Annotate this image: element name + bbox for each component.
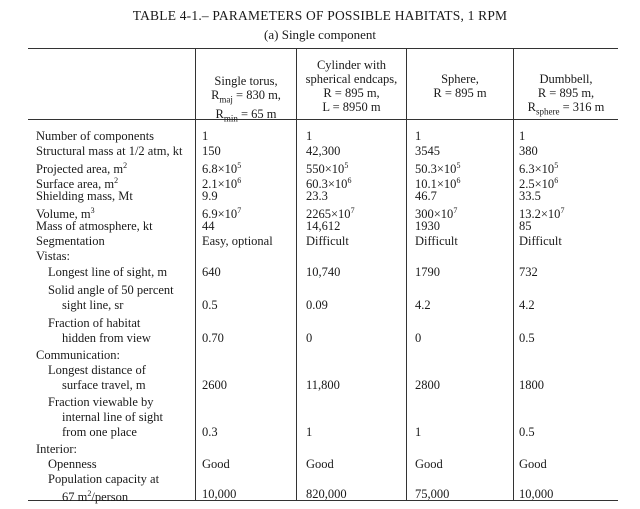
table-cell: 0.70 bbox=[202, 331, 224, 345]
table-cell: $6.3\times 10^5$ bbox=[519, 161, 559, 177]
table-cell: $2.1\times 10^6$ bbox=[202, 176, 242, 192]
table-cell: 10,740 bbox=[306, 265, 341, 279]
row-label: Longest distance of bbox=[48, 363, 146, 377]
row-label: Projected area, $m^2$ bbox=[36, 161, 128, 177]
row-label: Number of components bbox=[36, 129, 155, 143]
table-cell: 10,000 bbox=[202, 487, 237, 501]
table-cell: 1 bbox=[306, 129, 313, 143]
section-label: Vistas: bbox=[36, 249, 70, 263]
table-cell: Difficult bbox=[519, 234, 562, 248]
table-cell: 380 bbox=[519, 144, 538, 158]
table-cell: Difficult bbox=[306, 234, 349, 248]
column-header-sphere: Sphere, R = 895 m bbox=[433, 72, 487, 100]
table-cell: 44 bbox=[202, 219, 215, 233]
row-label: surface travel, m bbox=[62, 378, 146, 392]
table-cell: 2600 bbox=[202, 378, 227, 392]
table-cell: 14,612 bbox=[306, 219, 341, 233]
header-rule bbox=[28, 119, 618, 120]
table-cell: $10.1\times 10^6$ bbox=[415, 176, 461, 192]
table-cell: 1790 bbox=[415, 265, 440, 279]
table-cell: $60.3\times 10^6$ bbox=[306, 176, 352, 192]
table-cell: 0.5 bbox=[519, 331, 535, 345]
row-label: Population capacity at bbox=[48, 472, 160, 486]
table-cell: $13.2\times 10^7$ bbox=[519, 206, 565, 222]
table-cell: $300\times 10^7$ bbox=[415, 206, 458, 222]
table-subtitle: (a) Single component bbox=[264, 27, 376, 42]
row-label: Structural mass at 1/2 atm, kt bbox=[36, 144, 183, 158]
table-cell: 1 bbox=[415, 129, 422, 143]
row-label: Solid angle of 50 percent bbox=[48, 283, 174, 297]
row-label: 67 $m^2$/person bbox=[62, 489, 129, 505]
column-header-cylinder: Cylinder with spherical endcaps, R = 895 m, L = 8950 m bbox=[305, 58, 398, 114]
table-cell: 0 bbox=[415, 331, 422, 345]
table-cell: 1 bbox=[202, 129, 209, 143]
table-cell: 2800 bbox=[415, 378, 440, 392]
table-cell: 4.2 bbox=[415, 298, 431, 312]
top-rule bbox=[28, 48, 618, 49]
row-label: hidden from view bbox=[62, 331, 151, 345]
table-cell: 1800 bbox=[519, 378, 544, 392]
row-label: Segmentation bbox=[36, 234, 105, 248]
row-label: Fraction of habitat bbox=[48, 316, 141, 330]
table-cell: 732 bbox=[519, 265, 538, 279]
column-divider bbox=[296, 48, 297, 501]
table-cell: Easy, optional bbox=[202, 234, 273, 248]
row-label: from one place bbox=[62, 425, 137, 439]
table-cell: 4.2 bbox=[519, 298, 535, 312]
row-label: internal line of sight bbox=[62, 410, 164, 424]
row-label: Shielding mass, Mt bbox=[36, 189, 133, 203]
table-cell: $2.5\times 10^6$ bbox=[519, 176, 559, 192]
table-cell: 820,000 bbox=[306, 487, 347, 501]
table-cell: Good bbox=[306, 457, 334, 471]
row-label: Openness bbox=[48, 457, 97, 471]
column-header-single-torus: Single torus, $R_{maj} = 830$ m, $R_{min} = 65$ m bbox=[211, 74, 281, 123]
table-cell: 0 bbox=[306, 331, 313, 345]
table-cell: 10,000 bbox=[519, 487, 554, 501]
table-cell: 3545 bbox=[415, 144, 440, 158]
table-cell: 0.09 bbox=[306, 298, 328, 312]
table-cell: 1 bbox=[519, 129, 526, 143]
table-cell: Difficult bbox=[415, 234, 458, 248]
table-cell: 150 bbox=[202, 144, 221, 158]
row-label: Mass of atmosphere, kt bbox=[36, 219, 153, 233]
row-label: Volume, $m^3$ bbox=[36, 206, 95, 222]
table-cell: $6.9\times 10^7$ bbox=[202, 206, 242, 222]
row-label: sight line, sr bbox=[62, 298, 124, 312]
table-cell: Good bbox=[202, 457, 230, 471]
table-cell: 1 bbox=[415, 425, 422, 439]
table-cell: 0.5 bbox=[202, 298, 218, 312]
table-cell: 46.7 bbox=[415, 189, 437, 203]
table-cell: 75,000 bbox=[415, 487, 450, 501]
row-label: Longest line of sight, m bbox=[48, 265, 168, 279]
table-cell: 23.3 bbox=[306, 189, 328, 203]
table-title: TABLE 4-1.– PARAMETERS OF POSSIBLE HABITATS, 1 RPM bbox=[132, 8, 508, 23]
table-cell: Good bbox=[519, 457, 547, 471]
table-cell: $6.8\times 10^5$ bbox=[202, 161, 242, 177]
table-cell: 85 bbox=[519, 219, 532, 233]
table-cell: $550\times 10^5$ bbox=[306, 161, 349, 177]
table-cell: 640 bbox=[202, 265, 221, 279]
section-label: Interior: bbox=[36, 442, 77, 456]
table-cell: $50.3\times 10^5$ bbox=[415, 161, 461, 177]
table-cell: 0.5 bbox=[519, 425, 535, 439]
table-cell: 9.9 bbox=[202, 189, 218, 203]
table-cell: 1 bbox=[306, 425, 313, 439]
table-cell: 11,800 bbox=[306, 378, 340, 392]
table-cell: 42,300 bbox=[306, 144, 341, 158]
column-header-dumbbell: Dumbbell, R = 895 m, $R_{sphere} = 316$ m bbox=[527, 72, 605, 117]
table-cell: 1930 bbox=[415, 219, 440, 233]
table-cell: Good bbox=[415, 457, 443, 471]
table-cell: $2265\times 10^7$ bbox=[306, 206, 355, 222]
row-label: Surface area, $m^2$ bbox=[36, 176, 119, 192]
table-cell: 33.5 bbox=[519, 189, 541, 203]
table-cell: 0.3 bbox=[202, 425, 218, 439]
section-label: Communication: bbox=[36, 348, 121, 362]
column-divider bbox=[406, 48, 407, 501]
row-label: Fraction viewable by bbox=[48, 395, 154, 409]
